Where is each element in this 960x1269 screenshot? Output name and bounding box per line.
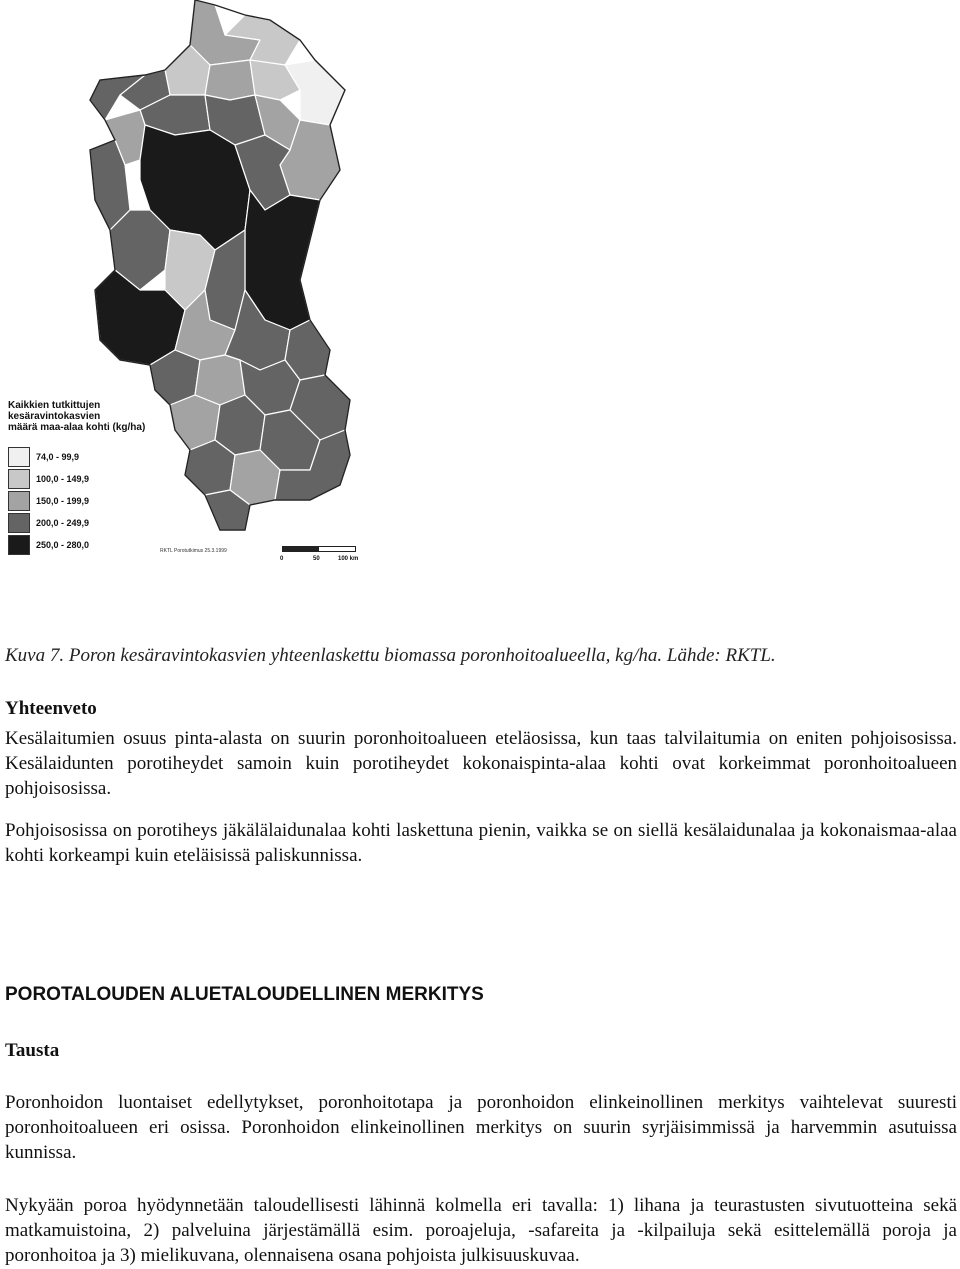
scale-label-mid: 50 — [313, 556, 320, 562]
scale-label-zero: 0 — [280, 556, 284, 562]
legend-item — [8, 446, 89, 468]
legend-label: 200,0 - 249,9 — [36, 518, 90, 528]
legend-item — [8, 468, 89, 490]
map-credit: RKTL Porotutkimus 25.3.1999 — [160, 548, 227, 554]
legend-item — [8, 512, 89, 534]
legend — [8, 446, 89, 556]
figure-caption: Kuva 7. Poron kesäravintokasvien yhteenlaskettu biomassa poronhoitoalueella, kg/ha. Lähde: RKTL. — [5, 645, 776, 666]
biomass-map-figure — [0, 0, 380, 580]
legend-label: 250,0 - 280,0 — [36, 540, 90, 550]
subsection-heading: Tausta — [5, 1040, 60, 1061]
legend-item — [8, 490, 89, 512]
chapter-heading: POROTALOUDEN ALUETALOUDELLINEN MERKITYS — [5, 984, 484, 1005]
legend-label: 150,0 - 199,9 — [36, 496, 90, 506]
legend-label: 74,0 - 99,9 — [36, 452, 80, 462]
scale-label-end: 100 km — [338, 556, 359, 562]
paragraph: Poronhoidon luontaiset edellytykset, poronhoitotapa ja poronhoidon elinkeinollinen merkitys vaihtelevat suuresti poronhoitoalueen eri osissa. Poronhoidon elinkeinollinen merkitys on suurin syrjäisimmissä ja harvemmin asutuissa kunnissa. — [5, 1092, 957, 1163]
paragraph: Nykyään poroa hyödynnetään taloudellisesti lähinnä kolmella eri tavalla: 1) lihana ja teurastusten sivutuotteina sekä matkamuistoina, 2) palveluina järjestämällä esim. poroajeluja, -safareita ja -kilpailuja sekä esittelemällä poroja ja poronhoitoa ja 3) mielikuvana, olennaisena osana pohjoista julkisuuskuvaa. — [5, 1195, 957, 1266]
legend-swatch — [8, 469, 30, 489]
legend-swatch — [8, 535, 30, 555]
legend-swatch — [8, 491, 30, 511]
map-region — [205, 60, 255, 100]
legend-title: Kaikkien tutkittujen kesäravintokasvien määrä maa-alaa kohti (kg/ha) — [8, 400, 146, 433]
legend-swatch — [8, 447, 30, 467]
paragraph: Pohjoisosissa on porotiheys jäkälälaidunalaa kohti laskettuna pienin, vaikka se on siellä kesälaidunalaa ja kokonaismaa-alaa kohti korkeampi kuin eteläisissä paliskunnissa. — [5, 820, 957, 866]
paragraph: Kesälaitumien osuus pinta-alasta on suurin poronhoitoalueen eteläosissa, kun taas talvilaitumia on eniten pohjoisosissa. Kesälaidunten porotiheydet samoin kuin porotiheydet kokonaispinta-alaa kohti ovat korkeimmat poronhoitoalueen pohjoisosissa. — [5, 728, 957, 799]
section-heading-summary: Yhteenveto — [5, 698, 97, 719]
legend-label: 100,0 - 149,9 — [36, 474, 90, 484]
scale-bar — [282, 546, 356, 552]
legend-swatch — [8, 513, 30, 533]
legend-item — [8, 534, 89, 556]
